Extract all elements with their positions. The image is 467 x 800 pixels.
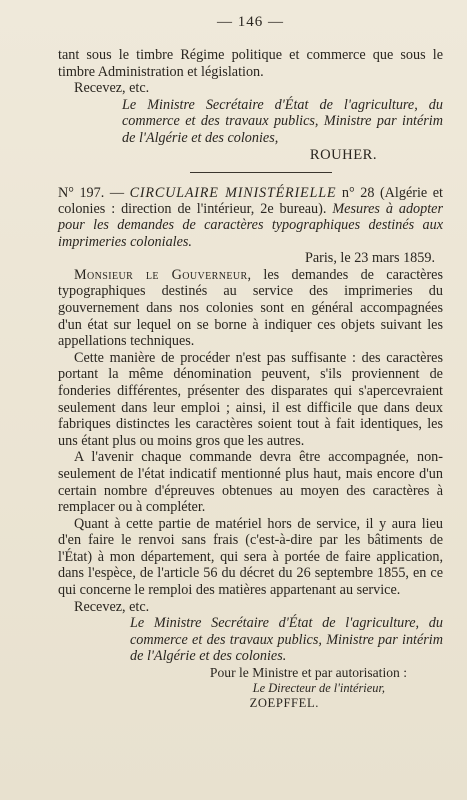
recevez-line: Recevez, etc. <box>74 80 150 97</box>
closing-lines: tant sous le timbre Régime politique et commerce que sous le timbre Administration et législation. <box>58 47 443 80</box>
previous-circular-end <box>58 47 443 164</box>
dateline: Paris, le 23 mars 1859. <box>304 250 435 267</box>
authorisation-line: Pour le Ministre et par autorisation : <box>209 665 407 681</box>
paragraph-1-text: , les demandes de caractères typographiques destinés au service des imprimeries du gouvernement dans nos colonies sont en général accompagnées d'un état sur lequel on se borne à indiquer ces objets suivant les appellations techniques. <box>58 266 443 350</box>
recevez-line: Recevez, etc. <box>74 598 150 615</box>
salutation: Monsieur le Gouverneur <box>74 266 248 283</box>
minister-signature: Le Ministre Secrétaire d'État de l'agriculture, du commerce et des travaux publics, Ministre par intérim de l'Algérie et des colonies, <box>122 96 443 146</box>
signer-name: ROUHER. <box>309 146 377 163</box>
paragraph-4: Quant à cette partie de matériel hors de service, il y aura lieu d'en faire le renvoi sans frais (c'est-à-dire par les bâtiments de l'État) à mon département, qui sera à portée de faire application, dans l'espèce, de l'article 56 du décret du 26 septembre 1855, en ce qui concerne le remploi des matières appartenant au service. <box>58 515 443 599</box>
circular-197 <box>58 185 443 711</box>
circular-heading <box>58 185 443 251</box>
director-name: ZOEPFFEL. <box>249 696 319 711</box>
director-title: Le Directeur de l'intérieur, <box>252 681 385 696</box>
minister-signature: Le Ministre Secrétaire d'État de l'agriculture, du commerce et des travaux publics, Ministre par intérim de l'Algérie et des colonies. <box>130 615 443 665</box>
separator-rule <box>190 172 332 173</box>
circular-number: N° 197. — <box>58 184 130 201</box>
paragraph-3: A l'avenir chaque commande devra être accompagnée, non-seulement de l'état indicatif mentionné plus haut, mais encore d'un certain nombre d'épreuves obtenues au moyen des caractères à remplacer ou à compléter. <box>58 449 443 516</box>
paragraph-1 <box>58 267 443 350</box>
paragraph-2: Cette manière de procéder n'est pas suffisante : des caractères portant la même dénomination peuvent, s'ils proviennent de fonderies différentes, présenter des disparates qui s'apercevraient seulement dans leur emploi ; ainsi, il est difficile que dans deux fabriques distinctes les caractères soient tout à fait identiques, les uns étant plus ou moins gros que les autres. <box>58 349 443 449</box>
circular-title-detail: n° 28 (Algérie et colonies : direction de l'intérieur, 2e bureau). <box>58 184 443 217</box>
page-number: — 146 — <box>217 14 284 30</box>
circular-subject: Mesures à adopter pour les demandes de caractères typographiques destinés aux imprimeries coloniales. <box>58 200 443 250</box>
circular-title: CIRCULAIRE MINISTÉRIELLE <box>129 184 337 201</box>
